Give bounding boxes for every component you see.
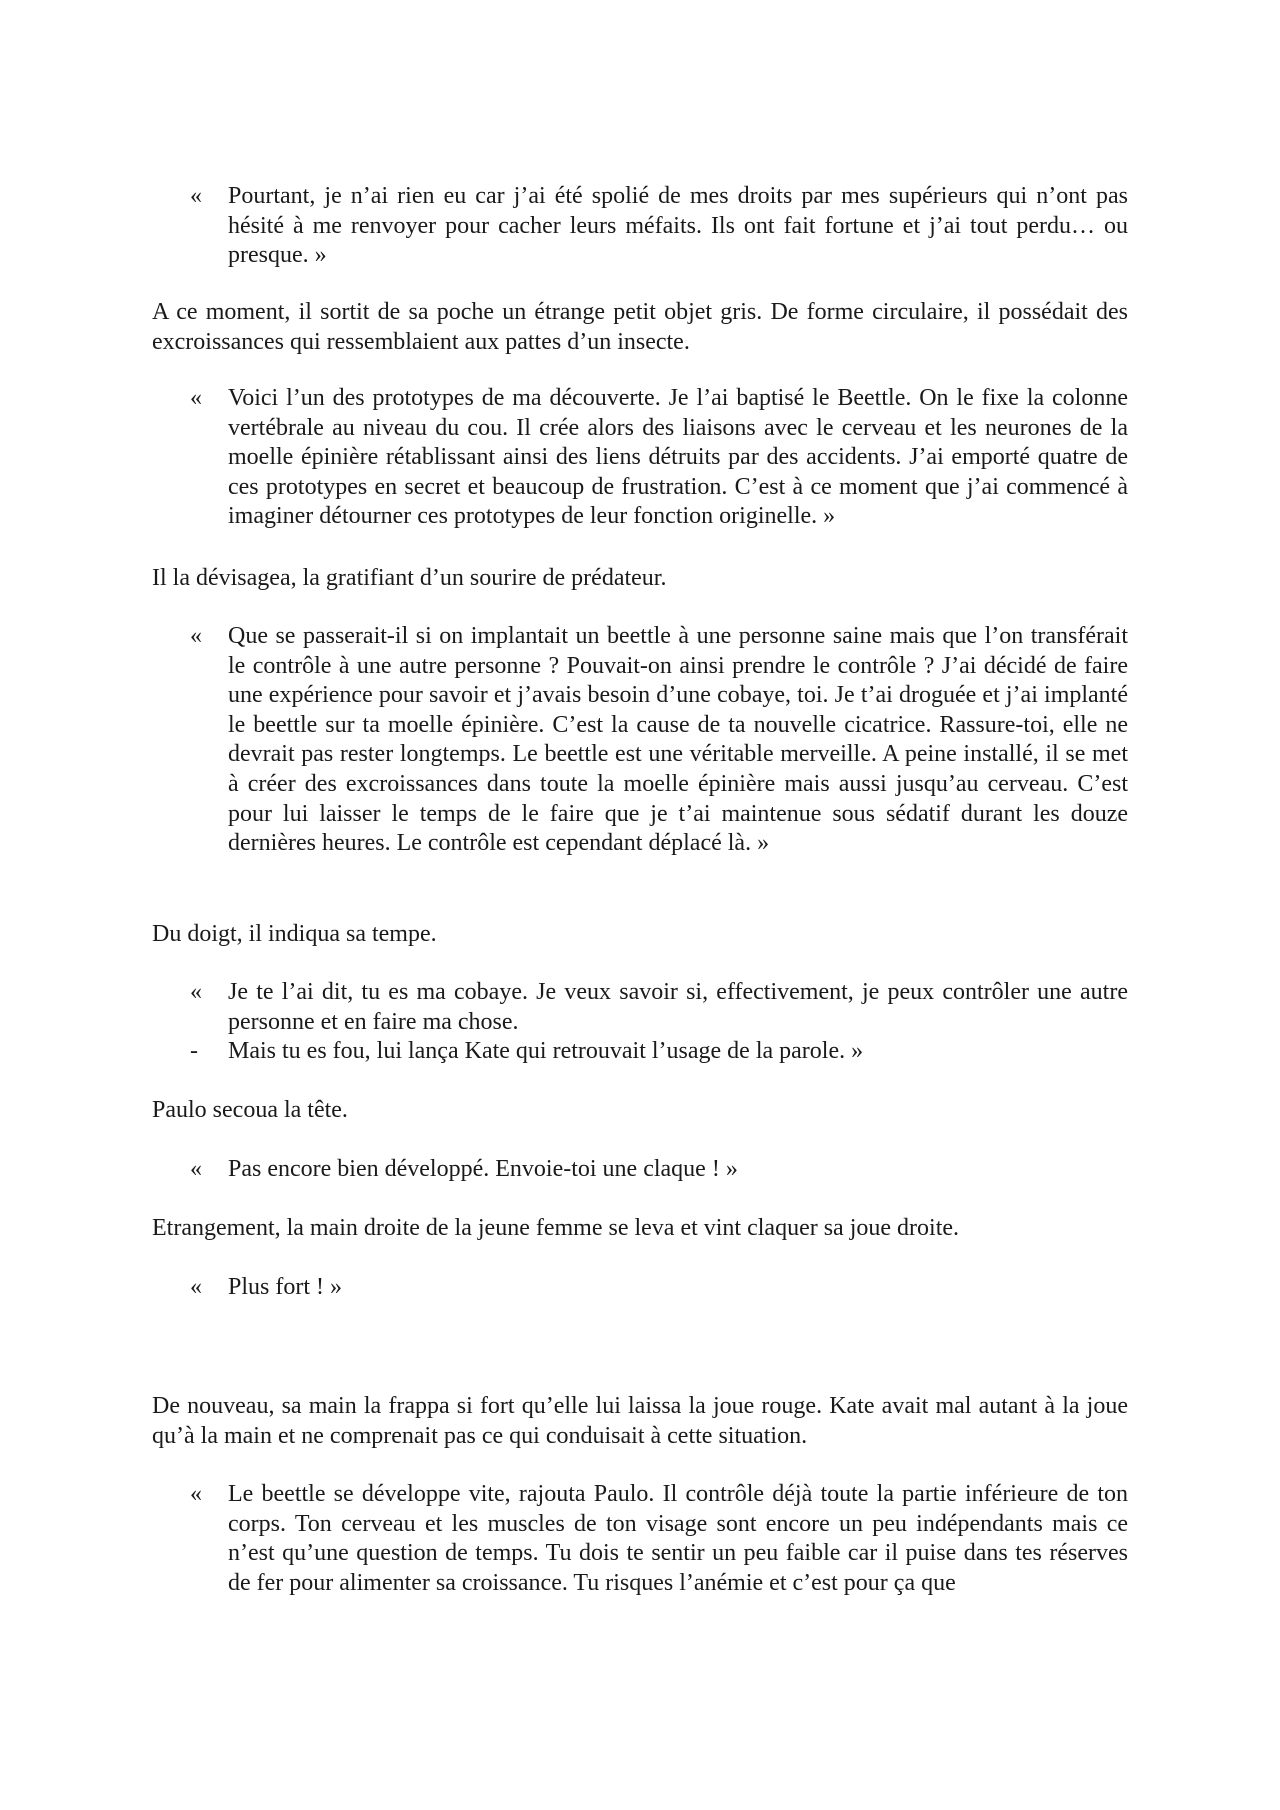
dialogue-marker: « bbox=[190, 1481, 202, 1507]
dialogue-text: Que se passerait-il si on implantait un beettle à une personne saine mais que l’on transférait le contrôle à une autre personne ? Pouvait-on ainsi prendre le contrôle ? J’ai décidé de faire une expérience pour savoir et j’avais besoin d’une cobaye, toi. Je t’ai droguée et j’ai implanté le beettle sur ta moelle épinière. C’est la cause de ta nouvelle cicatrice. Rassure-toi, elle ne devrait pas rester longtemps. Le beettle est une véritable merveille. A peine installé, il se met à créer des excroissances dans toute la moelle épinière mais aussi jusqu’au cerveau. C’est pour lui laisser le temps de le faire que je t’ai maintenue sous sédatif durant les douze dernières heures. Le contrôle est cependant déplacé là. » bbox=[228, 623, 1128, 857]
narration-paragraph: A ce moment, il sortit de sa poche un étrange petit objet gris. De forme circulaire, il possédait des excroissances qui ressemblaient aux pattes d’un insecte. bbox=[152, 299, 1128, 355]
narration-paragraph: Paulo secoua la tête. bbox=[152, 1097, 348, 1123]
dialogue-text: Le beettle se développe vite, rajouta Paulo. Il contrôle déjà toute la partie inférieure de ton corps. Ton cerveau et les muscles de ton visage sont encore un peu indépendants mais ce n’est qu’une question de temps. Tu dois te sentir un peu faible car il puise dans tes réserves de fer pour alimenter sa croissance. Tu risques l’anémie et c’est pour ça que bbox=[228, 1481, 1128, 1596]
dialogue-text: Pas encore bien développé. Envoie-toi une claque ! » bbox=[228, 1156, 738, 1182]
dialogue-marker: « bbox=[190, 183, 202, 209]
dialogue-marker: « bbox=[190, 1274, 202, 1300]
dialogue-text: Mais tu es fou, lui lança Kate qui retrouvait l’usage de la parole. » bbox=[228, 1038, 864, 1064]
narration-paragraph: Il la dévisagea, la gratifiant d’un sourire de prédateur. bbox=[152, 565, 667, 591]
dialogue-marker: « bbox=[190, 385, 202, 411]
dialogue-text: Pourtant, je n’ai rien eu car j’ai été spolié de mes droits par mes supérieurs qui n’ont pas hésité à me renvoyer pour cacher leurs méfaits. Ils ont fait fortune et j’ai tout perdu… ou presque. » bbox=[228, 183, 1128, 269]
dialogue-text: Plus fort ! » bbox=[228, 1274, 342, 1300]
narration-paragraph: Du doigt, il indiqua sa tempe. bbox=[152, 921, 437, 947]
narration-paragraph: Etrangement, la main droite de la jeune femme se leva et vint claquer sa joue droite. bbox=[152, 1215, 960, 1241]
narration-paragraph: De nouveau, sa main la frappa si fort qu’elle lui laissa la joue rouge. Kate avait mal autant à la joue qu’à la main et ne comprenait pas ce qui conduisait à cette situation. bbox=[152, 1393, 1128, 1449]
dialogue-text: Je te l’ai dit, tu es ma cobaye. Je veux savoir si, effectivement, je peux contrôler une autre personne et en faire ma chose. bbox=[228, 979, 1128, 1035]
dialogue-text: Voici l’un des prototypes de ma découverte. Je l’ai baptisé le Beettle. On le fixe la colonne vertébrale au niveau du cou. Il crée alors des liaisons avec le cerveau et les neurones de la moelle épinière rétablissant ainsi des liens détruits par des accidents. J’ai emporté quatre de ces prototypes en secret et beaucoup de frustration. C’est à ce moment que j’ai commencé à imaginer détourner ces prototypes de leur fonction originelle. » bbox=[228, 385, 1128, 530]
dialogue-marker: « bbox=[190, 979, 202, 1005]
dialogue-marker: « bbox=[190, 623, 202, 649]
dialogue-marker: « bbox=[190, 1156, 202, 1182]
dialogue-marker: - bbox=[190, 1038, 198, 1064]
